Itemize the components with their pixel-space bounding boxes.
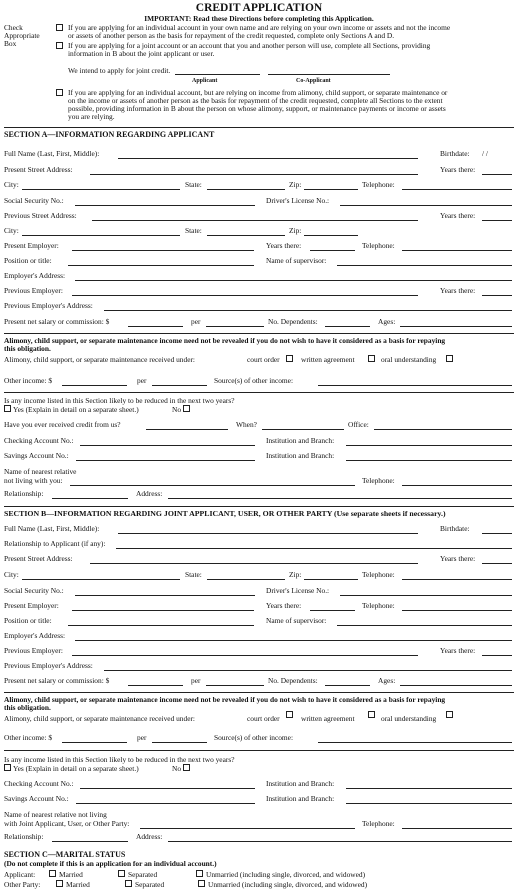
section-c-heading: SECTION C—MARITAL STATUS: [4, 850, 126, 859]
savings-label: Savings Account No.:: [4, 794, 69, 803]
direction-text: possible, providing information in B about the person on whose alimony, support, or maintenance payments or income or assets: [68, 104, 446, 113]
form-title: CREDIT APPLICATION: [195, 2, 323, 14]
unmarried-label: Unmarried (including single, divorced, and widowed): [206, 870, 366, 879]
checking-label: Checking Account No.:: [4, 436, 74, 445]
other-party-married-checkbox[interactable]: [56, 880, 63, 887]
relative-name-field[interactable]: [140, 828, 355, 829]
individual-account-checkbox[interactable]: [56, 24, 63, 31]
salary-period-field[interactable]: [206, 685, 264, 686]
relationship-label: Relationship:: [4, 489, 44, 498]
zip-label: Zip:: [289, 226, 302, 235]
alimony-notice: this obligation.: [4, 703, 51, 712]
institution-field[interactable]: [346, 460, 512, 461]
married-label: Married: [59, 870, 83, 879]
telephone-label: Telephone:: [362, 601, 395, 610]
office-field[interactable]: [374, 429, 512, 430]
present-street-field[interactable]: [90, 563, 418, 564]
previous-employer-field[interactable]: [72, 655, 418, 656]
sources-label: Source(s) of other income:: [214, 376, 294, 385]
years-there-field[interactable]: [310, 610, 355, 611]
sources-field[interactable]: [318, 385, 512, 386]
birthdate-field[interactable]: / /: [482, 149, 488, 158]
section-b-heading: SECTION B—INFORMATION REGARDING JOINT APPLICANT, USER, OR OTHER PARTY (Use separate sheets if necessary.): [4, 509, 446, 518]
employer-address-field[interactable]: [75, 280, 512, 281]
years-there-field[interactable]: [310, 250, 355, 251]
present-street-label: Present Street Address:: [4, 554, 73, 563]
institution-label: Institution and Branch:: [266, 451, 335, 460]
savings-field[interactable]: [76, 803, 255, 804]
dependents-field[interactable]: [325, 685, 370, 686]
employer-address-label: Employer's Address:: [4, 271, 66, 280]
position-label: Position or title:: [4, 256, 52, 265]
section-c-note: (Do not complete if this is an application for an individual account.): [4, 859, 217, 868]
per-label: per: [137, 733, 147, 742]
address-label: Address:: [136, 489, 163, 498]
section-a-heading: SECTION A—INFORMATION REGARDING APPLICANT: [4, 130, 215, 139]
separated-label: Separated: [135, 880, 165, 889]
court-order-checkbox[interactable]: [286, 355, 293, 362]
state-label: State:: [185, 226, 202, 235]
no-label: No: [172, 764, 182, 773]
income-reduced-yes-checkbox[interactable]: [4, 405, 11, 412]
dependents-label: No. Dependents:: [268, 317, 318, 326]
alimony-notice: this obligation.: [4, 344, 51, 353]
direction-text: you are relying.: [68, 112, 115, 121]
joint-credit-statement: We intend to apply for joint credit.: [68, 66, 171, 75]
city-label: City:: [4, 570, 19, 579]
license-label: Driver's License No.:: [266, 586, 330, 595]
years-there-label: Years there:: [266, 241, 302, 250]
zip-field[interactable]: [304, 235, 358, 236]
other-income-label: Other income: $: [4, 733, 53, 742]
state-label: State:: [185, 180, 202, 189]
checking-field[interactable]: [80, 445, 255, 446]
check-box-label: Check: [4, 23, 23, 32]
relative-label: Name of nearest relative: [4, 467, 77, 476]
salary-field[interactable]: [128, 326, 183, 327]
salary-field[interactable]: [128, 685, 183, 686]
city-field[interactable]: [22, 189, 180, 190]
relationship-label: Relationship:: [4, 832, 44, 841]
full-name-field[interactable]: [118, 158, 418, 159]
previous-street-label: Previous Street Address:: [4, 211, 77, 220]
income-reduced-question: Is any income listed in this Section likely to be reduced in the next two years?: [4, 755, 235, 764]
telephone-label: Telephone:: [362, 241, 395, 250]
years-there-label: Years there:: [440, 646, 476, 655]
telephone-field[interactable]: [402, 579, 512, 580]
zip-label: Zip:: [289, 180, 302, 189]
section-divider: [4, 392, 514, 393]
relative-label: Name of nearest relative not living: [4, 810, 107, 819]
section-divider: [4, 333, 514, 334]
ssn-field[interactable]: [75, 205, 255, 206]
other-income-field[interactable]: [62, 385, 127, 386]
supervisor-label: Name of supervisor:: [266, 256, 327, 265]
address-field[interactable]: [168, 841, 512, 842]
other-party-unmarried-checkbox[interactable]: [198, 880, 205, 887]
previous-employer-label: Previous Employer:: [4, 286, 63, 295]
supervisor-field[interactable]: [337, 265, 512, 266]
state-label: State:: [185, 570, 202, 579]
co-applicant-signature-line[interactable]: [268, 74, 390, 75]
institution-field[interactable]: [346, 445, 512, 446]
present-employer-label: Present Employer:: [4, 601, 59, 610]
received-under-label: Alimony, child support, or separate maintenance received under:: [4, 714, 195, 723]
relationship-field[interactable]: [52, 841, 128, 842]
previous-employer-address-label: Previous Employer's Address:: [4, 661, 93, 670]
oral-understanding-checkbox[interactable]: [446, 711, 453, 718]
applicant-signature-line[interactable]: [175, 74, 260, 75]
supervisor-label: Name of supervisor:: [266, 616, 327, 625]
applicant-separated-checkbox[interactable]: [118, 870, 125, 877]
court-order-label: court order: [247, 714, 280, 723]
income-reduced-no-checkbox[interactable]: [183, 764, 190, 771]
per-label: per: [191, 676, 201, 685]
check-box-label: Box: [4, 39, 17, 48]
income-reduced-question: Is any income listed in this Section likely to be reduced in the next two years?: [4, 396, 235, 405]
ages-field[interactable]: [400, 685, 512, 686]
checking-field[interactable]: [80, 788, 255, 789]
per-label: per: [191, 317, 201, 326]
dependents-label: No. Dependents:: [268, 676, 318, 685]
telephone-label: Telephone:: [362, 819, 395, 828]
position-label: Position or title:: [4, 616, 52, 625]
present-employer-field[interactable]: [72, 250, 254, 251]
direction-text: If you are applying for an individual account, but are relying on income from alimony, child support, or separate maintenance or: [68, 88, 448, 97]
relative-label: with Joint Applicant, User, or Other Party:: [4, 819, 130, 828]
other-income-period-field[interactable]: [152, 742, 207, 743]
institution-label: Institution and Branch:: [266, 436, 335, 445]
license-label: Driver's License No.:: [266, 196, 330, 205]
telephone-label: Telephone:: [362, 570, 395, 579]
city-field[interactable]: [22, 579, 180, 580]
years-there-field[interactable]: [482, 220, 512, 221]
other-income-field[interactable]: [62, 742, 127, 743]
state-field[interactable]: [207, 189, 285, 190]
previous-employer-field[interactable]: [72, 295, 418, 296]
city-label: City:: [4, 180, 19, 189]
check-box-label: Appropriate: [4, 31, 40, 40]
other-party-separated-checkbox[interactable]: [125, 880, 132, 887]
city-field[interactable]: [22, 235, 180, 236]
ages-label: Ages:: [378, 317, 396, 326]
written-agreement-label: written agreement: [301, 714, 355, 723]
zip-field[interactable]: [304, 189, 358, 190]
ssn-field[interactable]: [75, 595, 255, 596]
received-under-label: Alimony, child support, or separate maintenance received under:: [4, 355, 195, 364]
section-divider: [4, 750, 514, 751]
telephone-field[interactable]: [402, 828, 512, 829]
relative-name-field[interactable]: [70, 485, 355, 486]
office-label: Office:: [348, 420, 369, 429]
years-there-field[interactable]: [482, 295, 512, 296]
ages-field[interactable]: [400, 326, 512, 327]
previous-employer-address-field[interactable]: [104, 670, 512, 671]
no-label: No: [172, 405, 182, 414]
telephone-label: Telephone:: [362, 180, 395, 189]
yes-explain-label: Yes (Explain in detail on a separate sheet.): [13, 764, 139, 773]
separated-label: Separated: [128, 870, 158, 879]
zip-field[interactable]: [304, 579, 358, 580]
state-field[interactable]: [207, 579, 285, 580]
years-there-field[interactable]: [482, 655, 512, 656]
married-label: Married: [66, 880, 90, 889]
address-label: Address:: [136, 832, 163, 841]
section-divider: [4, 127, 514, 128]
position-field[interactable]: [68, 625, 254, 626]
oral-understanding-label: oral understanding: [381, 714, 437, 723]
city-label: City:: [4, 226, 19, 235]
individual-relying-checkbox[interactable]: [56, 89, 63, 96]
previous-employer-label: Previous Employer:: [4, 646, 63, 655]
alimony-notice: Alimony, child support, or separate maintenance income need not be revealed if you do not wish to have it considered as a basis for repaying: [4, 695, 446, 704]
savings-label: Savings Account No.:: [4, 451, 69, 460]
present-employer-label: Present Employer:: [4, 241, 59, 250]
position-field[interactable]: [68, 265, 254, 266]
applicant-unmarried-checkbox[interactable]: [196, 870, 203, 877]
written-agreement-label: written agreement: [301, 355, 355, 364]
relative-label: not living with you:: [4, 476, 63, 485]
yes-explain-label: Yes (Explain in detail on a separate sheet.): [13, 405, 139, 414]
other-party-marital-label: Other Party:: [4, 880, 41, 889]
years-there-label: Years there:: [266, 601, 302, 610]
employer-address-field[interactable]: [75, 640, 512, 641]
sources-field[interactable]: [318, 742, 512, 743]
direction-text: If you are applying for a joint account or an account that you and another person will use, complete all Sections, providing: [68, 41, 431, 50]
court-order-checkbox[interactable]: [286, 711, 293, 718]
when-field[interactable]: [262, 429, 344, 430]
previous-employer-address-field[interactable]: [104, 310, 512, 311]
years-there-label: Years there:: [440, 165, 476, 174]
savings-field[interactable]: [76, 460, 255, 461]
birthdate-field[interactable]: [482, 533, 512, 534]
received-credit-field[interactable]: [146, 429, 228, 430]
dependents-field[interactable]: [325, 326, 370, 327]
telephone-field[interactable]: [402, 485, 512, 486]
relationship-field[interactable]: [52, 498, 128, 499]
employer-address-label: Employer's Address:: [4, 631, 66, 640]
institution-label: Institution and Branch:: [266, 794, 335, 803]
salary-label: Present net salary or commission: $: [4, 317, 110, 326]
sources-label: Source(s) of other income:: [214, 733, 294, 742]
ssn-label: Social Security No.:: [4, 196, 64, 205]
telephone-field[interactable]: [402, 189, 512, 190]
applicant-marital-label: Applicant:: [4, 870, 36, 879]
salary-label: Present net salary or commission: $: [4, 676, 110, 685]
received-credit-label: Have you ever received credit from us?: [4, 420, 121, 429]
years-there-field[interactable]: [482, 174, 512, 175]
income-reduced-yes-checkbox[interactable]: [4, 764, 11, 771]
salary-period-field[interactable]: [206, 326, 264, 327]
written-agreement-checkbox[interactable]: [368, 711, 375, 718]
co-applicant-caption: Co-Applicant: [296, 78, 331, 84]
joint-account-checkbox[interactable]: [56, 42, 63, 49]
previous-street-field[interactable]: [92, 220, 418, 221]
institution-field[interactable]: [346, 788, 512, 789]
supervisor-field[interactable]: [337, 625, 512, 626]
other-income-period-field[interactable]: [152, 385, 207, 386]
present-employer-field[interactable]: [72, 610, 254, 611]
institution-label: Institution and Branch:: [266, 779, 335, 788]
ages-label: Ages:: [378, 676, 396, 685]
ssn-label: Social Security No.:: [4, 586, 64, 595]
direction-text: or assets of another person as the basis for repayment of the credit requested, complete only Sections A and D.: [68, 31, 395, 40]
institution-field[interactable]: [346, 803, 512, 804]
state-field[interactable]: [207, 235, 285, 236]
written-agreement-checkbox[interactable]: [368, 355, 375, 362]
oral-understanding-checkbox[interactable]: [446, 355, 453, 362]
previous-employer-address-label: Previous Employer's Address:: [4, 301, 93, 310]
relationship-to-applicant-label: Relationship to Applicant (if any):: [4, 539, 106, 548]
direction-text: If you are applying for an individual account in your own name and are relying on your own income or assets and not the income: [68, 23, 451, 32]
checking-label: Checking Account No.:: [4, 779, 74, 788]
section-divider: [4, 506, 514, 507]
telephone-field[interactable]: [402, 610, 512, 611]
section-divider: [4, 692, 514, 693]
address-field[interactable]: [168, 498, 512, 499]
applicant-caption: Applicant: [192, 78, 218, 84]
birthdate-label: Birthdate:: [440, 524, 470, 533]
court-order-label: court order: [247, 355, 280, 364]
when-label: When?: [236, 420, 257, 429]
other-income-label: Other income: $: [4, 376, 53, 385]
telephone-field[interactable]: [402, 250, 512, 251]
present-street-field[interactable]: [90, 174, 418, 175]
years-there-label: Years there:: [440, 211, 476, 220]
telephone-label: Telephone:: [362, 476, 395, 485]
oral-understanding-label: oral understanding: [381, 355, 437, 364]
important-notice: IMPORTANT: Read these Directions before completing this Application.: [144, 14, 374, 23]
license-field[interactable]: [340, 205, 512, 206]
years-there-label: Years there:: [440, 554, 476, 563]
income-reduced-no-checkbox[interactable]: [183, 405, 190, 412]
years-there-field[interactable]: [482, 563, 512, 564]
direction-text: on the income or assets of another person as the basis for repayment of the credit requested, complete all Sections to the extent: [68, 96, 443, 105]
zip-label: Zip:: [289, 570, 302, 579]
full-name-field[interactable]: [118, 533, 418, 534]
relationship-to-applicant-field[interactable]: [116, 548, 512, 549]
per-label: per: [137, 376, 147, 385]
present-street-label: Present Street Address:: [4, 165, 73, 174]
alimony-notice: Alimony, child support, or separate maintenance income need not be revealed if you do not wish to have it considered as a basis for repaying: [4, 336, 446, 345]
unmarried-label: Unmarried (including single, divorced, and widowed): [208, 880, 368, 889]
license-field[interactable]: [340, 595, 512, 596]
full-name-label: Full Name (Last, First, Middle):: [4, 524, 100, 533]
applicant-married-checkbox[interactable]: [49, 870, 56, 877]
years-there-label: Years there:: [440, 286, 476, 295]
birthdate-label: Birthdate:: [440, 149, 470, 158]
direction-text: information in B about the joint applicant or user.: [68, 49, 215, 58]
full-name-label: Full Name (Last, First, Middle):: [4, 149, 100, 158]
